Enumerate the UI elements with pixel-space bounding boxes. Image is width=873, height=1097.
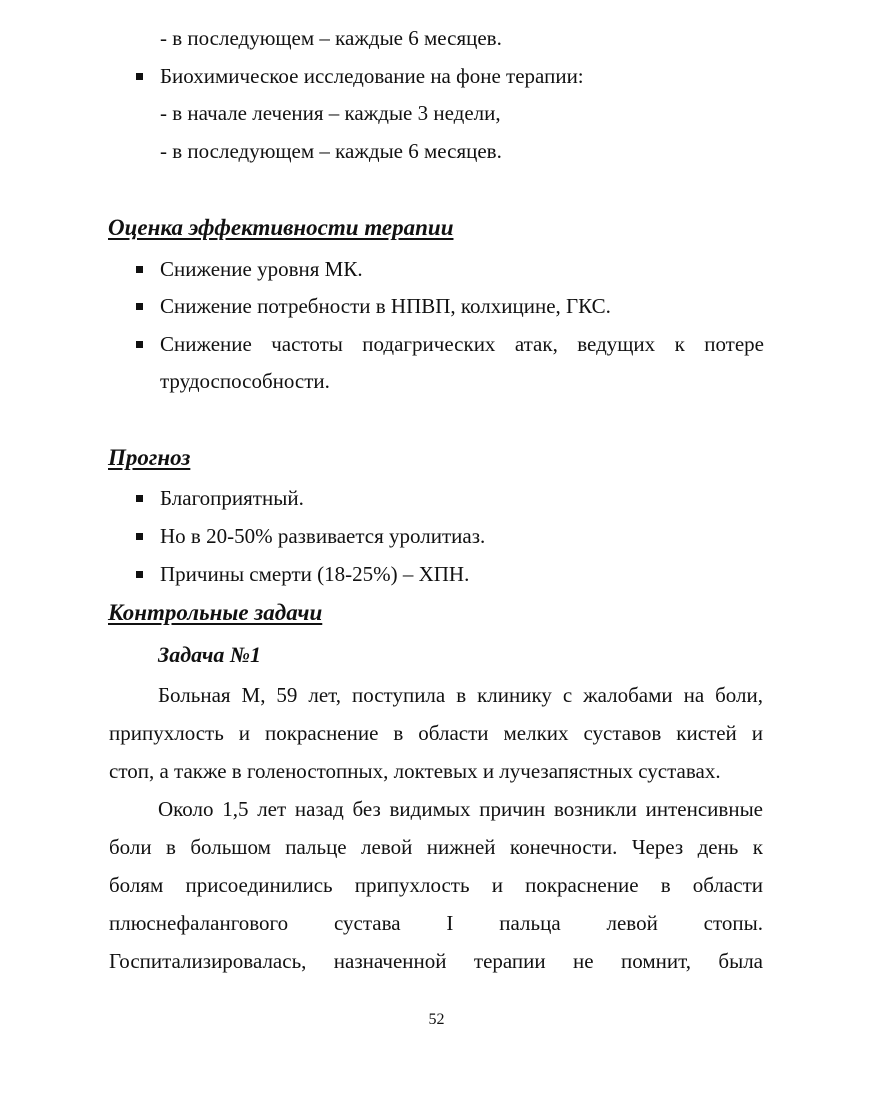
bullet-square-icon: [136, 303, 143, 310]
sub-line: - в начале лечения – каждые 3 недели,: [160, 101, 501, 125]
list-item-text: Снижение частоты подагрических атак, ведущих к потере: [160, 332, 764, 356]
paragraph-line: плюснефалангового сустава I пальца левой стопы.: [109, 911, 763, 935]
paragraph-line: боли в большом пальце левой нижней конечности. Через день к: [109, 835, 763, 859]
bullet-square-icon: [136, 495, 143, 502]
section-heading-prognosis: Прогноз: [108, 445, 191, 470]
bullet-square-icon: [136, 533, 143, 540]
section-heading-efficacy: Оценка эффективности терапии: [108, 215, 454, 240]
list-item-text: Биохимическое исследование на фоне терапии:: [160, 64, 584, 88]
list-item-text: Благоприятный.: [160, 486, 304, 510]
paragraph-line: припухлость и покраснение в области мелких суставов кистей и: [109, 721, 763, 745]
page-number: 52: [428, 1011, 445, 1028]
paragraph-line: болям присоединились припухлость и покраснение в области: [109, 873, 763, 897]
paragraph-line: Около 1,5 лет назад без видимых причин возникли интенсивные: [158, 797, 763, 821]
paragraph-line: стоп, а также в голеностопных, локтевых и лучезапястных суставах.: [109, 759, 721, 783]
paragraph-line: Госпитализировалась, назначенной терапии не помнит, была: [109, 949, 763, 973]
list-item-continuation: трудоспособности.: [160, 369, 330, 393]
bullet-square-icon: [136, 266, 143, 273]
followup-line: - в последующем – каждые 6 месяцев.: [160, 26, 502, 50]
list-item-text: Но в 20-50% развивается уролитиаз.: [160, 524, 486, 548]
bullet-square-icon: [136, 73, 143, 80]
paragraph-line: Больная М, 59 лет, поступила в клинику с жалобами на боли,: [158, 683, 763, 707]
list-item-text: Причины смерти (18-25%) – ХПН.: [160, 562, 470, 586]
bullet-square-icon: [136, 341, 143, 348]
sub-line: - в последующем – каждые 6 месяцев.: [160, 139, 502, 163]
section-heading-tasks: Контрольные задачи: [108, 600, 323, 625]
task-title: Задача №1: [158, 642, 261, 667]
list-item-text: Снижение уровня МК.: [160, 257, 363, 281]
bullet-square-icon: [136, 571, 143, 578]
list-item-text: Снижение потребности в НПВП, колхицине, ГКС.: [160, 294, 611, 318]
